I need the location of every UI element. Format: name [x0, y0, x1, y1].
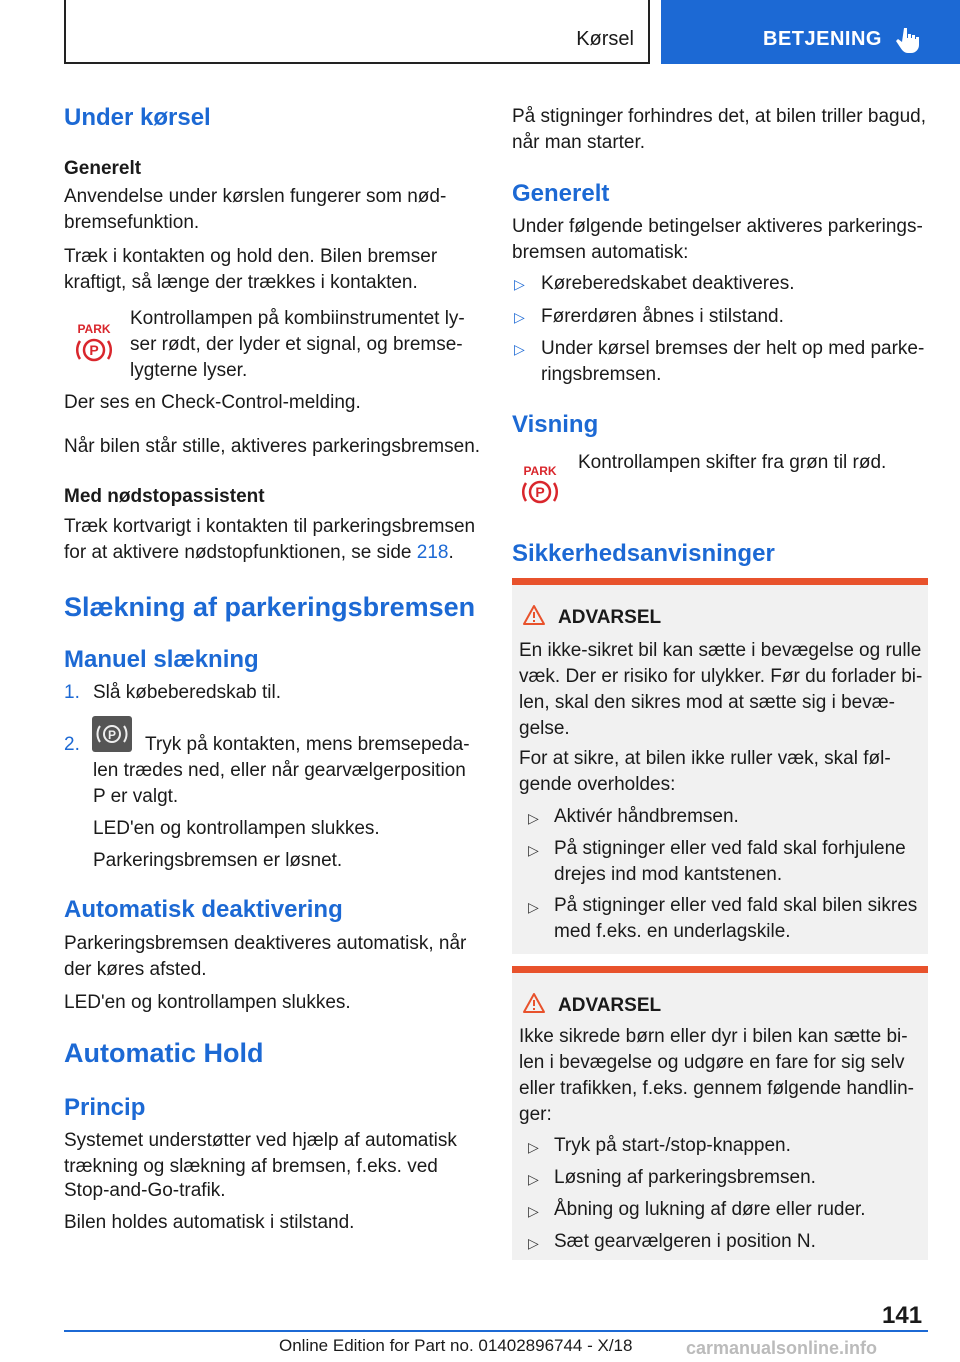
- warning-item: Sæt gearvælgeren i position N.: [554, 1231, 816, 1252]
- park-brake-lamp-icon: [518, 462, 562, 510]
- warning-line: Ikke sikrede børn eller dyr i bilen kan sætte bi-: [519, 1026, 908, 1047]
- auto-line: der køres afsted.: [64, 959, 207, 980]
- step-2-line: len trædes ned, eller når gearvælgerposition: [93, 760, 466, 781]
- auto-line: LED'en og kontrollampen slukkes.: [64, 992, 351, 1013]
- nodstop-text: for at aktivere nødstopfunktionen, se side: [64, 542, 417, 563]
- svg-text:PARK: PARK: [523, 464, 557, 478]
- warning-bar: [512, 966, 928, 973]
- nodstop-period: .: [448, 542, 454, 563]
- bullet-triangle-icon: ▷: [514, 309, 525, 325]
- warning-item: Løsning af parkeringsbremsen.: [554, 1167, 816, 1188]
- warning-title: ADVARSEL: [558, 995, 662, 1016]
- heading-princip: Princip: [64, 1094, 146, 1121]
- step-2-line: P er valgt.: [93, 786, 179, 807]
- header-chapter-title: BETJENING: [763, 28, 882, 50]
- header-rule: [64, 62, 650, 64]
- warning-item: Aktivér håndbremsen.: [554, 806, 739, 827]
- warning-line: len i bevægelse og udgøre en fare for sig selv: [519, 1052, 905, 1073]
- parking-brake-switch-icon: [92, 716, 132, 752]
- step-number: 1.: [64, 682, 80, 703]
- lamp-line: lygterne lyser.: [130, 360, 248, 381]
- warning-item-cont: drejes ind mod kantstenen.: [554, 864, 783, 885]
- heading-visning: Visning: [512, 411, 599, 438]
- step-2-result: Parkeringsbremsen er løsnet.: [93, 850, 343, 871]
- step-1-text: Slå købeberedskab til.: [93, 682, 281, 703]
- header-divider: [648, 0, 650, 64]
- princip-line: Bilen holdes automatisk i stilstand.: [64, 1212, 355, 1233]
- lamp-line: Kontrollampen på kombiinstrumentet ly-: [130, 308, 465, 329]
- nodstop-line: [64, 540, 454, 566]
- generelt-line: kraftigt, så længe der trækkes i kontakten.: [64, 272, 418, 293]
- step-2-result: LED'en og kontrollampen slukkes.: [93, 818, 380, 839]
- bullet-triangle-icon: ▷: [514, 276, 525, 292]
- condition-item: Køreberedskabet deaktiveres.: [541, 273, 795, 294]
- warning-triangle-icon: [522, 604, 546, 626]
- generelt-right-line: Under følgende betingelser aktiveres parkerings-: [512, 216, 923, 237]
- heading-slaekning: Slækning af parkeringsbremsen: [64, 592, 476, 622]
- warning-item: På stigninger eller ved fald skal bilen sikres: [554, 895, 918, 916]
- header-left-border: [64, 0, 66, 64]
- step-2-line: Tryk på kontakten, mens bremsepeda-: [145, 734, 470, 755]
- intro-line: når man starter.: [512, 132, 646, 153]
- bullet-triangle-icon: ▷: [528, 810, 539, 826]
- bullet-triangle-icon: ▷: [528, 1235, 539, 1251]
- intro-line: På stigninger forhindres det, at bilen triller bagud,: [512, 106, 927, 127]
- generelt-line: Træk i kontakten og hold den. Bilen bremser: [64, 246, 438, 267]
- heading-sikkerhedsanvisninger: Sikkerhedsanvisninger: [512, 540, 775, 567]
- bullet-triangle-icon: ▷: [528, 1203, 539, 1219]
- header-section-title: Kørsel: [576, 28, 634, 50]
- warning-line: væk. Der er risiko for ulykker. Før du forlader bi-: [519, 666, 923, 687]
- footer-rule: [64, 1330, 928, 1332]
- nodstop-line: Træk kortvarigt i kontakten til parkeringsbremsen: [64, 516, 476, 537]
- page-number: 141: [882, 1302, 923, 1329]
- generelt-right-line: bremsen automatisk:: [512, 242, 689, 263]
- warning-line: len, skal den sikres mod at sætte sig i bevæ-: [519, 692, 895, 713]
- warning-line: gelse.: [519, 718, 570, 739]
- heading-automatisk-deaktivering: Automatisk deaktivering: [64, 896, 343, 923]
- stand-still-text: Når bilen står stille, aktiveres parkeringsbremsen.: [64, 436, 481, 457]
- warning-bar: [512, 578, 928, 585]
- heading-under-korsel: Under kørsel: [64, 104, 211, 131]
- generelt-line: Anvendelse under kørslen fungerer som nød-: [64, 186, 447, 207]
- bullet-triangle-icon: ▷: [528, 1139, 539, 1155]
- warning-item-cont: med f.eks. en underlagskile.: [554, 921, 791, 942]
- warning-box: [512, 966, 928, 1260]
- warning-line: gende overholdes:: [519, 774, 676, 795]
- warning-line: For at sikre, at bilen ikke ruller væk, skal føl-: [519, 748, 891, 769]
- princip-line: trækning og slækning af bremsen, f.eks. ved: [64, 1156, 438, 1177]
- subheading-generelt: Generelt: [64, 158, 142, 179]
- auto-line: Parkeringsbremsen deaktiveres automatisk, når: [64, 933, 467, 954]
- bullet-triangle-icon: ▷: [528, 842, 539, 858]
- warning-triangle-icon: [522, 992, 546, 1014]
- visning-text: Kontrollampen skifter fra grøn til rød.: [578, 452, 887, 473]
- princip-line: Systemet understøtter ved hjælp af automatisk: [64, 1130, 457, 1151]
- svg-text:PARK: PARK: [77, 322, 111, 336]
- warning-title: ADVARSEL: [558, 607, 662, 628]
- heading-generelt: Generelt: [512, 180, 610, 207]
- warning-line: ger:: [519, 1104, 552, 1125]
- condition-item: Under kørsel bremses der helt op med parke-: [541, 338, 925, 359]
- park-brake-lamp-icon: [72, 320, 116, 368]
- page-link-218[interactable]: 218: [416, 542, 449, 563]
- check-control-text: Der ses en Check-Control-melding.: [64, 392, 361, 413]
- condition-item: Førerdøren åbnes i stilstand.: [541, 306, 784, 327]
- bullet-triangle-icon: ▷: [528, 1171, 539, 1187]
- hand-pointer-icon: [896, 26, 920, 54]
- svg-text:P: P: [89, 342, 99, 358]
- warning-item: Tryk på start-/stop-knappen.: [554, 1135, 791, 1156]
- generelt-line: bremsefunktion.: [64, 212, 200, 233]
- svg-text:P: P: [107, 728, 117, 742]
- subheading-nodstop: Med nødstopassistent: [64, 486, 265, 507]
- warning-line: eller trafikken, f.eks. gennem følgende handlin-: [519, 1078, 914, 1099]
- princip-line: Stop-and-Go-trafik.: [64, 1180, 226, 1201]
- step-number: 2.: [64, 734, 80, 755]
- warning-line: En ikke-sikret bil kan sætte i bevægelse og rulle: [519, 640, 922, 661]
- warning-item: På stigninger eller ved fald skal forhjulene: [554, 838, 906, 859]
- warning-box: [512, 578, 928, 954]
- warning-item: Åbning og lukning af døre eller ruder.: [554, 1199, 866, 1220]
- condition-item-cont: ringsbremsen.: [541, 364, 662, 385]
- bullet-triangle-icon: ▷: [528, 899, 539, 915]
- lamp-line: ser rødt, der lyder et signal, og bremse-: [130, 334, 463, 355]
- watermark: carmanualsonline.info: [686, 1338, 878, 1358]
- footer-edition: Online Edition for Part no. 01402896744 - X/18: [279, 1336, 633, 1355]
- bullet-triangle-icon: ▷: [514, 341, 525, 357]
- svg-text:P: P: [535, 484, 545, 500]
- heading-automatic-hold: Automatic Hold: [64, 1038, 264, 1068]
- heading-manuel-slaekning: Manuel slækning: [64, 646, 259, 673]
